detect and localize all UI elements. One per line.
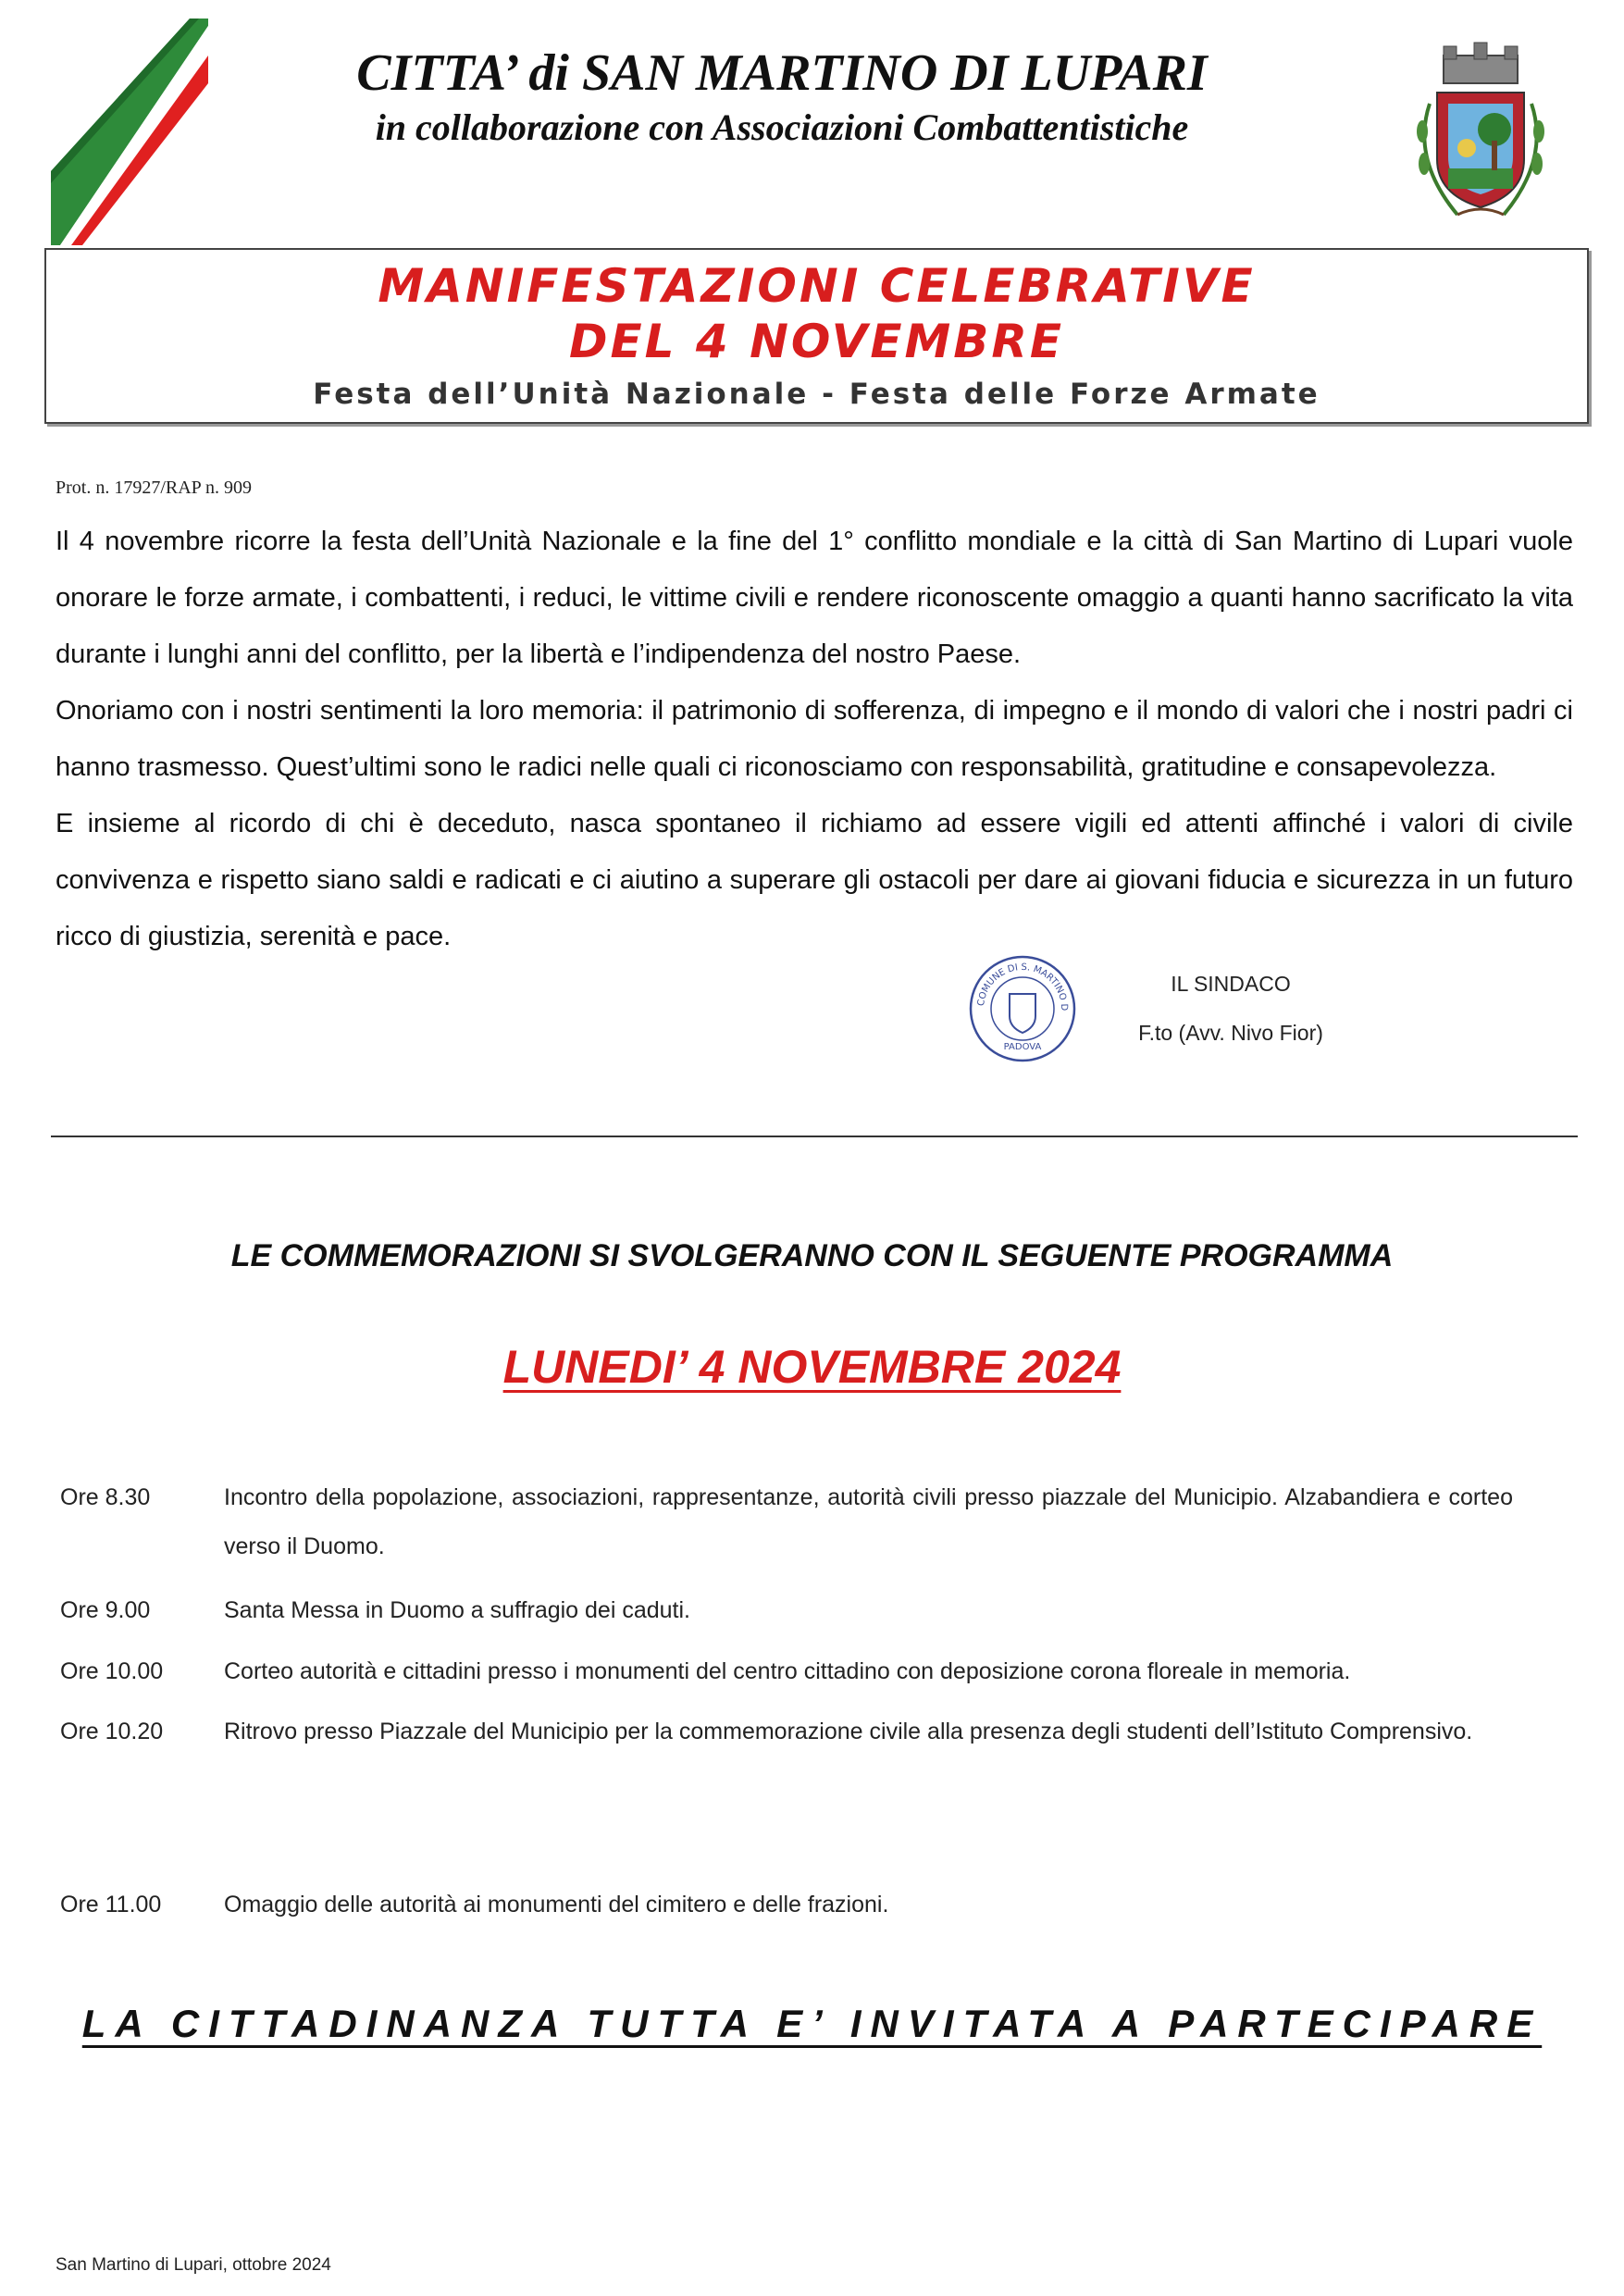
- event-subtitle: Festa dell’Unità Nazionale - Festa delle Forze Armate: [313, 378, 1320, 411]
- signature-name: F.to (Avv. Nivo Fior): [1138, 1021, 1323, 1045]
- municipal-stamp: [967, 953, 1078, 1064]
- schedule-time: Ore 10.20: [60, 1719, 164, 1744]
- schedule-description: Corteo autorità e cittadini presso i monumenti del centro cittadino con deposizione corona floreale in memoria.: [224, 1658, 1351, 1684]
- program-heading: LE COMMEMORAZIONI SI SVOLGERANNO CON IL SEGUENTE PROGRAMMA: [230, 1238, 1394, 1273]
- schedule-time: Ore 9.00: [60, 1597, 151, 1623]
- city-title: CITTA’ di SAN MARTINO DI LUPARI: [356, 44, 1208, 102]
- program-date: LUNEDI’ 4 NOVEMBRE 2024: [502, 1341, 1122, 1393]
- schedule-time: Ore 10.00: [60, 1658, 164, 1684]
- schedule-time: Ore 8.30: [60, 1484, 151, 1510]
- invitation-banner: LA CITTADINANZA TUTTA E’ INVITATA A PARTECIPARE: [81, 2002, 1543, 2045]
- schedule-description: Santa Messa in Duomo a suffragio dei caduti.: [224, 1597, 690, 1623]
- schedule-description: Omaggio delle autorità ai monumenti del cimitero e delle frazioni.: [224, 1892, 889, 1917]
- signature-title: IL SINDACO: [1171, 972, 1291, 996]
- body-paragraph-1: Il 4 novembre ricorre la festa dell’Unità Nazionale e la fine del 1° conflitto mondiale e la città di San Martino di Lupari vuole onorare le forze armate, i combattenti, i reduci, le vittime civili e rendere riconoscente omaggio a quanti hanno sacrificato la vita durante i lunghi anni del conflitto, per la libertà e l’indipendenza del nostro Paese.: [56, 527, 1573, 669]
- body-paragraph-2: Onoriamo con i nostri sentimenti la loro memoria: il patrimonio di sofferenza, di impegno e il mondo di valori che i nostri padri ci hanno trasmesso. Quest’ultimi sono le radici nelle quali ci riconosciamo con responsabilità, gratitudine e consapevolezza.: [56, 696, 1573, 782]
- body-text: [56, 514, 1573, 965]
- schedule-time: Ore 11.00: [60, 1892, 162, 1917]
- protocol-number: Prot. n. 17927/RAP n. 909: [56, 478, 253, 498]
- schedule-description: Incontro della popolazione, associazioni, rappresentanze, autorità civili presso piazzale del Municipio. Alzabandiera e corteo verso il Duomo.: [224, 1484, 1513, 1559]
- title-box: [44, 248, 1589, 424]
- stamp-text: COMUNE DI S. MARTINO D: [976, 962, 1070, 1011]
- divider: [51, 1136, 1578, 1137]
- schedule-description: Ritrovo presso Piazzale del Municipio per la commemorazione civile alla presenza degli studenti dell’Istituto Comprensivo.: [224, 1719, 1473, 1744]
- city-subtitle: in collaborazione con Associazioni Combattentistiche: [375, 106, 1189, 148]
- body-paragraph-3: E insieme al ricordo di chi è deceduto, nasca spontaneo il richiamo ad essere vigili ed attenti affinché i valori di civile convivenza e rispetto siano saldi e radicati e ci aiutino a superare gli ostacoli per dare ai giovani fiducia e sicurezza in un futuro ricco di giustizia, serenità e pace.: [56, 809, 1573, 951]
- event-title-line2: DEL 4 NOVEMBRE: [568, 315, 1065, 368]
- italian-flag-ribbon-icon: [51, 19, 208, 245]
- event-title-line1: MANIFESTAZIONI CELEBRATIVE: [378, 259, 1256, 313]
- city-crest-icon: [1402, 39, 1559, 229]
- footer-place-date: San Martino di Lupari, ottobre 2024: [56, 2255, 331, 2275]
- stamp-bottom-text: PADOVA: [1003, 1042, 1042, 1052]
